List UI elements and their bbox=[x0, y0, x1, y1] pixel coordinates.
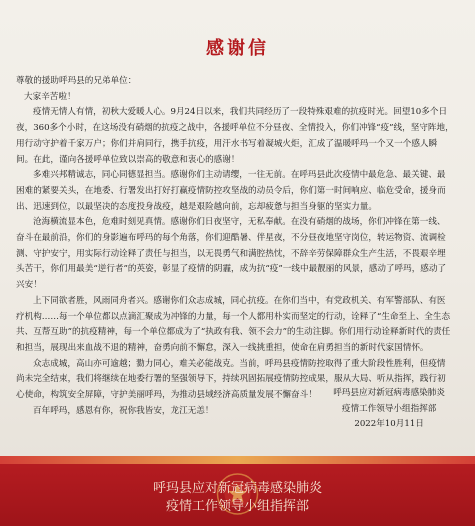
paragraph: 众志成城，高山亦可逾越；勠力同心，难关必能战克。当前，呼玛县疫情防控取得了重大阶段性胜利，但疫情尚未完全结束，我们将继续在地委行署的坚强领导下，持续巩固拓展疫情防控成果，服从大局、听从指挥，践行初心使命，构筑安全屏障，守护美丽呼玛，为推动县域经济高质量发展不懈奋斗！ bbox=[16, 358, 446, 401]
paragraph: 多难兴邦精诚志，同心同德显担当。感谢你们主动请缨，一往无前。在呼玛县此次疫情中最危急、最关键、最困难的紧要关头，在地委、行署发出打好打赢疫情防控攻坚战的动员令后，你们第一时间响应、临危受命，援身而出、迅速到位，以最坚决的态度投身战疫，越是艰险越向前，忘却疲惫与担当身躯的坚实力量。 bbox=[16, 170, 446, 212]
footer-banner bbox=[0, 456, 475, 526]
greeting: 大家辛苦啦！ bbox=[24, 91, 76, 102]
paragraph: 上下同欲者胜，风雨同舟者兴。感谢你们众志成城，同心抗疫。在你们当中，有党政机关、有军警部队、有医疗机构……每一个单位都以点滴汇聚成为冲锋的力量，每一个人都用朴实而坚定的行动，诠释了“生命至上、全生态共、互帮互助”的抗疫精神，每一个单位都成为了“执政有我、领不会力”的生动注脚。你们用行动诠释新时代的责任和担当，展现出来血战不退的精神，奋勇向前不懈怠，深入一线挑重担，使命在肩勇担当的新时代家国情怀。 bbox=[16, 295, 451, 353]
salutation: 尊敬的援助呼玛县的兄弟单位： bbox=[16, 76, 137, 86]
paragraph: 百年呼玛，感恩有你，祝你我皆安，龙江无恙！ bbox=[33, 405, 214, 416]
footer-stripe bbox=[0, 456, 475, 464]
signature-block bbox=[333, 386, 445, 433]
signature-org-line1: 呼玛县应对新冠病毒感染肺炎 bbox=[333, 388, 445, 398]
footer-line2: 疫情工作领导小组指挥部 bbox=[165, 499, 309, 514]
signature-org-line2: 疫情工作领导小组指挥部 bbox=[341, 403, 437, 414]
footer-line1: 呼玛县应对新冠病毒感染肺炎 bbox=[152, 481, 322, 496]
letter-body bbox=[16, 74, 454, 419]
letter-title: 感谢信 bbox=[206, 38, 269, 59]
paragraph: 疫情无情人有情，初秋大爱暖人心。9月24日以来，我们共同经历了一段特殊艰难的抗疫时光。回望10多个日夜，360多个小时，在这场没有硝烟的抗疫之战中，各援呼单位不分昼夜、全情投入，你们冲锋“疫”线，坚守阵地，用行动守护着千家万户；你们并肩同行，携手抗疫，用汗水书写着凝城火炬，汇成了温暖呼玛一个又一个感人瞬间。在此，谨向各援呼单位致以崇高的敬意和衷心的感谢！ bbox=[16, 107, 454, 165]
signature-date: 2022年10月11日 bbox=[354, 419, 424, 429]
paragraph: 沧海横流显本色，危难时刻见真情。感谢你们日夜坚守，无私奉献。在没有硝烟的战场，你们冲锋在第一线、奋斗在最前沿，你们的身影遍布呼玛的每个角落，你们迎酷暑、伴星夜，不分昼夜地坚守岗位，转运物资、流调检测、守护安宁，用实际行动诠释了责任与担当，以无畏勇气和满腔热忱，不辞辛劳保障群众生产生活，不畏艰辛埋头苦干，你们用最美“逆行者”的英姿，彰显了疫情的阴霾，成为抗“疫”一线中最靓丽的风景，感动了呼玛，感动了兴安！ bbox=[16, 217, 447, 291]
footer-text bbox=[0, 480, 475, 516]
